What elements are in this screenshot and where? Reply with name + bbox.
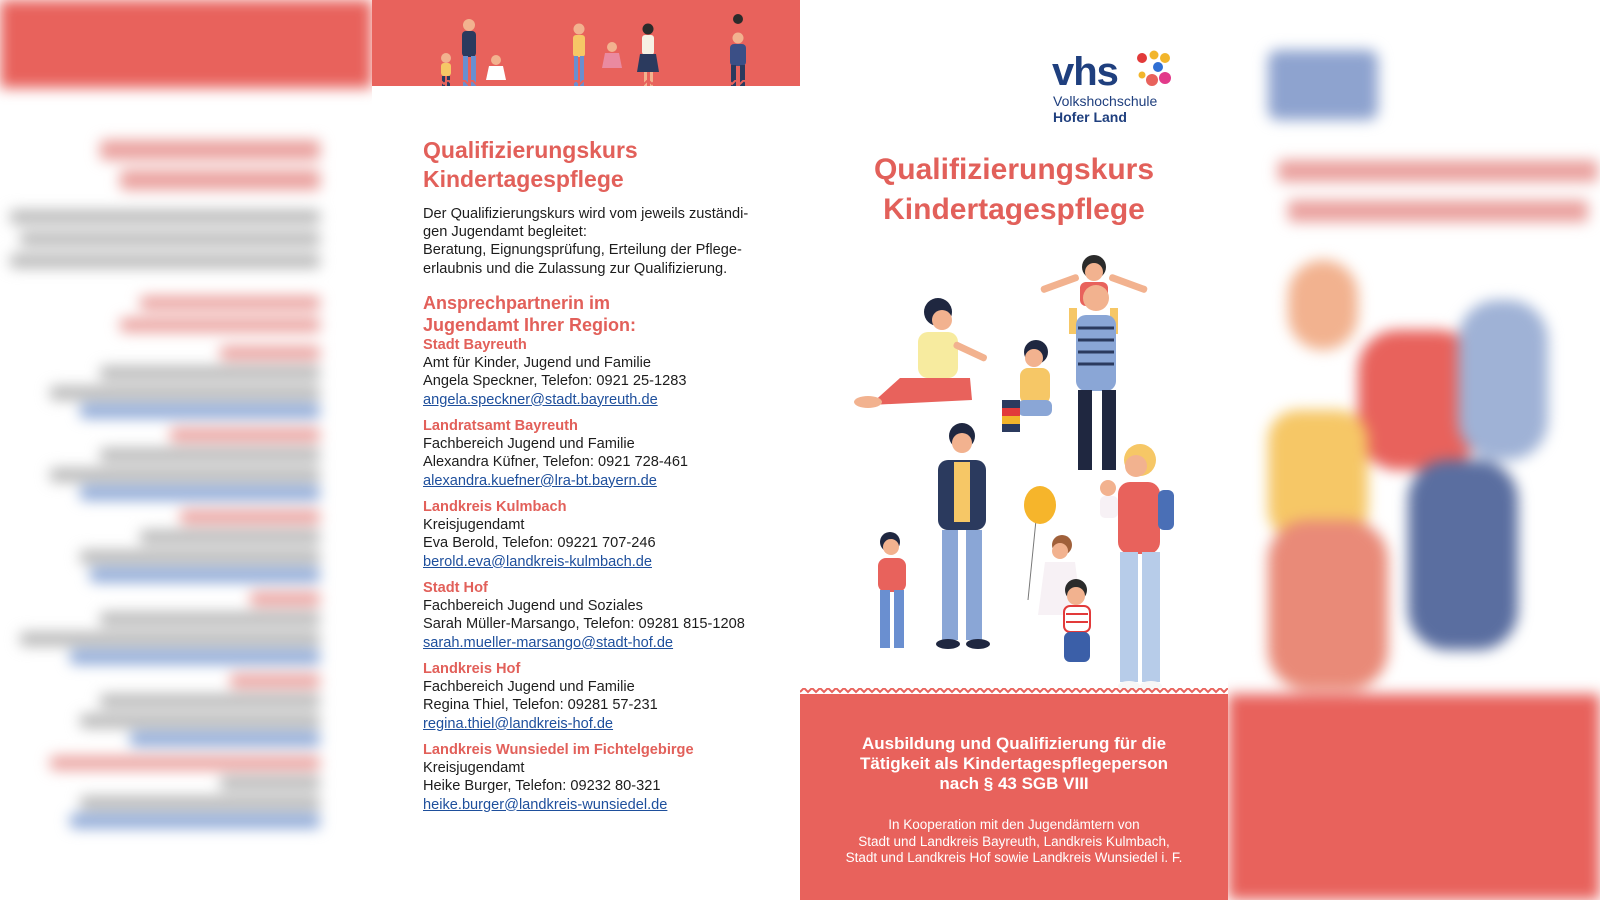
cooperation-text xyxy=(800,817,1228,867)
contact-org: Stadt Bayreuth xyxy=(423,337,527,353)
logo-line-2: Hofer Land xyxy=(1053,109,1127,125)
contact-email-link[interactable]: heike.burger@landkreis-wunsiedel.de xyxy=(423,796,668,813)
contact-dept: Fachbereich Jugend und Familie xyxy=(423,436,635,453)
contacts-subheading-line-2: Jugendamt Ihrer Region: xyxy=(423,315,637,335)
inner-headline xyxy=(423,136,638,194)
contact-block-stadt-bayreuth xyxy=(423,336,686,409)
contact-email-link[interactable]: sarah.mueller-marsango@stadt-hof.de xyxy=(423,634,674,651)
intro-line: erlaubnis und die Zulassung zur Qualifizierung. xyxy=(423,260,728,277)
contact-block-stadt-hof xyxy=(423,579,745,652)
cover-headline xyxy=(800,150,1228,230)
contact-email-link[interactable]: angela.speckner@stadt.bayreuth.de xyxy=(423,391,658,408)
contact-email-link[interactable]: berold.eva@landkreis-kulmbach.de xyxy=(423,553,652,570)
family-illustration xyxy=(840,240,1190,710)
contact-block-landkreis-wunsiedel xyxy=(423,741,694,814)
header-band xyxy=(372,0,800,86)
cooperation-line: Stadt und Landkreis Bayreuth, Landkreis Kulmbach, xyxy=(858,833,1170,849)
intro-line: Der Qualifizierungskurs wird vom jeweils zuständi- xyxy=(423,206,749,222)
inner-headline-line-1: Qualifizierungskurs xyxy=(423,137,638,163)
cover-headline-line-2: Kindertagespflege xyxy=(883,193,1145,226)
logo-wordmark: vhs xyxy=(1052,50,1118,94)
contact-org: Landkreis Kulmbach xyxy=(423,499,567,515)
contact-block-landkreis-hof xyxy=(423,660,658,733)
brochure-inner-panel xyxy=(372,0,800,900)
logo-dots-icon xyxy=(1130,50,1172,92)
cooperation-line: In Kooperation mit den Jugendämtern von xyxy=(888,817,1140,832)
cover-headline-line-1: Qualifizierungskurs xyxy=(873,153,1155,186)
zigzag-divider xyxy=(372,80,800,88)
brochure-cover-panel xyxy=(800,0,1228,900)
contacts-subheading xyxy=(423,292,636,336)
contact-org: Landratsamt Bayreuth xyxy=(423,418,578,434)
contact-block-landkreis-kulmbach xyxy=(423,498,656,571)
cover-bottom-band xyxy=(800,694,1228,900)
contact-person: Angela Speckner, Telefon: 0921 25-1283 xyxy=(423,373,687,390)
contact-dept: Kreisjugendamt xyxy=(423,760,525,777)
contact-dept: Amt für Kinder, Jugend und Familie xyxy=(423,355,651,372)
contacts-subheading-line-1: Ansprechpartnerin im xyxy=(423,293,611,313)
contact-email-link[interactable]: regina.thiel@landkreis-hof.de xyxy=(423,715,614,732)
contact-person: Eva Berold, Telefon: 09221 707-246 xyxy=(423,535,656,552)
family-illustration-strip xyxy=(372,0,800,86)
cover-tagline xyxy=(800,734,1228,794)
contact-dept: Fachbereich Jugend und Familie xyxy=(423,679,635,696)
inner-headline-line-2: Kindertagespflege xyxy=(423,166,624,192)
contact-person: Heike Burger, Telefon: 09232 80-321 xyxy=(423,778,661,795)
contact-org: Landkreis Wunsiedel im Fichtelgebirge xyxy=(423,742,694,758)
cover-tagline-line-1: Ausbildung und Qualifizierung für die xyxy=(861,734,1167,753)
contact-dept: Kreisjugendamt xyxy=(423,517,525,534)
intro-line: Beratung, Eignungsprüfung, Erteilung der Pflege- xyxy=(423,242,742,259)
contact-person: Alexandra Küfner, Telefon: 0921 728-461 xyxy=(423,454,689,471)
vhs-logo xyxy=(1052,50,1182,126)
cover-tagline-line-2: Tätigkeit als Kindertagespflegeperson xyxy=(860,754,1168,773)
contact-org: Stadt Hof xyxy=(423,580,488,596)
cooperation-line: Stadt und Landkreis Hof sowie Landkreis Wunsiedel i. F. xyxy=(845,850,1183,865)
logo-line-1: Volkshochschule xyxy=(1053,93,1158,109)
cover-tagline-line-3: nach § 43 SGB VIII xyxy=(939,774,1089,793)
contact-block-landratsamt-bayreuth xyxy=(423,417,688,490)
blurred-background-left xyxy=(0,0,372,900)
blurred-background-right xyxy=(1228,0,1600,900)
contact-person: Sarah Müller-Marsango, Telefon: 09281 815-1208 xyxy=(423,616,745,633)
contact-org: Landkreis Hof xyxy=(423,661,521,677)
intro-line: gen Jugendamt begleitet: xyxy=(423,224,587,241)
contact-email-link[interactable]: alexandra.kuefner@lra-bt.bayern.de xyxy=(423,472,657,489)
intro-paragraph xyxy=(423,205,773,278)
contact-person: Regina Thiel, Telefon: 09281 57-231 xyxy=(423,697,658,714)
contact-dept: Fachbereich Jugend und Soziales xyxy=(423,598,643,615)
